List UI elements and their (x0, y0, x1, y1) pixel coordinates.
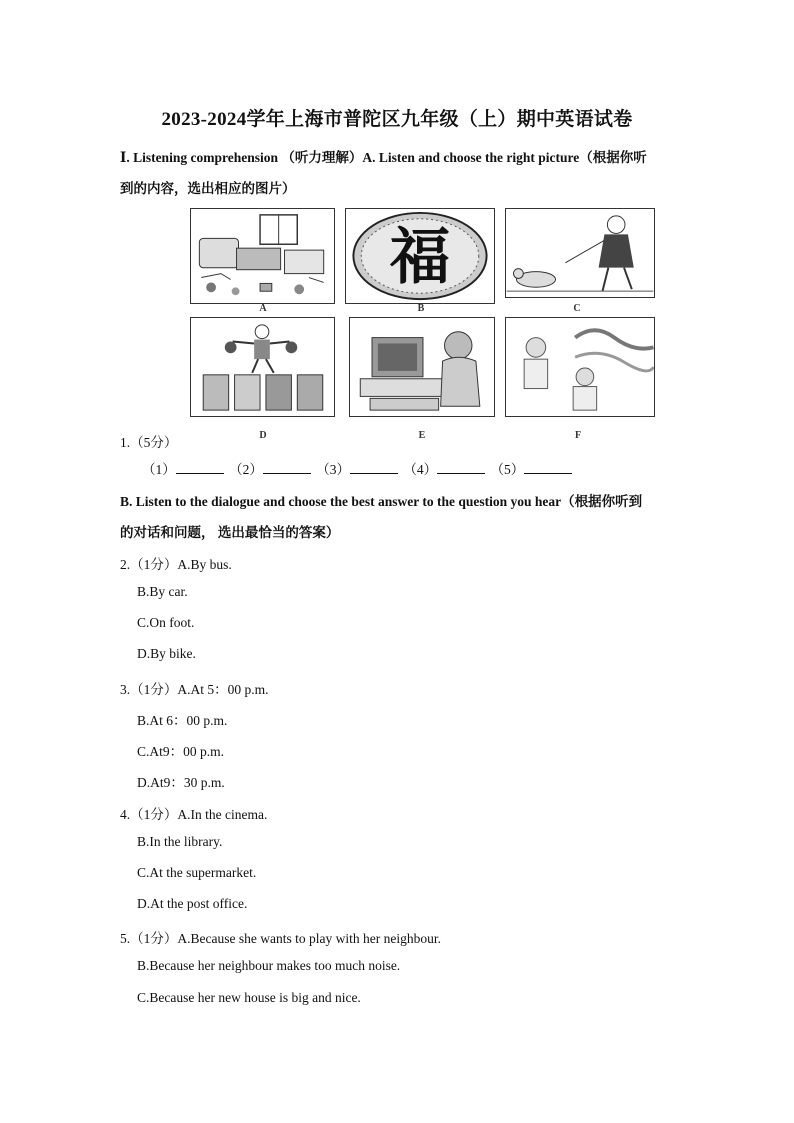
question-2-option-d: D.By bike. (137, 646, 196, 661)
page-title: 2023-2024学年上海市普陀区九年级（上）期中英语试卷 (161, 109, 633, 130)
question-3-option-c: C.At9：00 p.m. (137, 744, 225, 759)
question-4-option-d: D.At the post office. (137, 896, 248, 911)
answer-blank-1[interactable] (176, 461, 224, 474)
question-1-answer-blanks (142, 458, 574, 478)
question-4-option-c: C.At the supermarket. (137, 865, 257, 880)
question-3-stem: 3.（1分）A.At 5：00 p.m. (120, 682, 269, 697)
question-5-stem: 5.（1分）A.Because she wants to play with her neighbour. (120, 931, 441, 946)
picture-e-label: E (418, 430, 426, 441)
question-5-option-b: B.Because her neighbour makes too much noise. (137, 958, 401, 973)
question-3-option-d: D.At9：30 p.m. (137, 775, 225, 790)
answer-blank-3[interactable] (350, 461, 398, 474)
garbage-sorting-illustration (191, 318, 334, 416)
answer-blank-4[interactable] (437, 461, 485, 474)
picture-d (190, 317, 335, 417)
answer-blank-2[interactable] (263, 461, 311, 474)
question-4-stem: 4.（1分）A.In the cinema. (120, 807, 268, 822)
sectionB-instruction-line1: B. Listen to the dialogue and choose the best answer to the question you hear（根据你听到 (120, 494, 643, 509)
picture-a-label: A (259, 303, 267, 314)
picture-f (505, 317, 655, 417)
question-2-stem: 2.（1分）A.By bus. (120, 557, 232, 572)
blank-label-5: （5） (490, 462, 525, 477)
picture-e (349, 317, 495, 417)
computer-user-illustration (350, 318, 494, 416)
picture-b (345, 208, 495, 304)
fu-character: 福 (389, 222, 451, 293)
blank-label-3: （3） (316, 462, 350, 477)
question-2-option-c: C.On foot. (137, 615, 195, 630)
blank-label-4: （4） (403, 462, 438, 477)
picture-a (190, 208, 335, 304)
picture-d-label: D (259, 430, 267, 441)
blank-label-2: （2） (229, 462, 263, 477)
blank-label-1: （1） (142, 462, 176, 477)
question-1-stem: 1.（5分） (120, 435, 178, 450)
dragon-dance-illustration (506, 318, 654, 416)
section1-instruction-line1: Ⅰ. Listening comprehension （听力理解）A. Listen and choose the right picture（根据你听 (120, 150, 647, 165)
answer-blank-5[interactable] (524, 461, 572, 474)
question-2-option-b: B.By car. (137, 584, 188, 599)
girl-walking-dog-illustration (506, 209, 654, 297)
picture-c (505, 208, 655, 298)
fu-character-illustration (346, 209, 494, 303)
picture-c-label: C (573, 303, 581, 314)
question-5-option-c: C.Because her new house is big and nice. (137, 990, 361, 1005)
picture-f-label: F (574, 430, 582, 441)
messy-room-illustration (191, 209, 334, 303)
question-4-option-b: B.In the library. (137, 834, 223, 849)
section1-instruction-line2: 到的内容，选出相应的图片） (120, 181, 296, 196)
sectionB-instruction-line2: 的对话和问题， 选出最恰当的答案） (120, 525, 340, 540)
question-3-option-b: B.At 6：00 p.m. (137, 713, 228, 728)
picture-b-label: B (417, 303, 425, 314)
